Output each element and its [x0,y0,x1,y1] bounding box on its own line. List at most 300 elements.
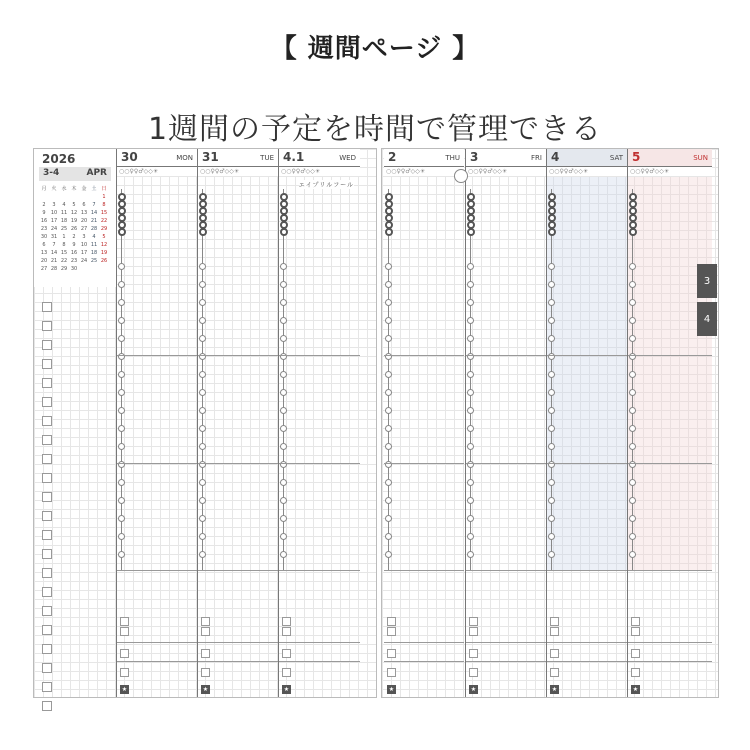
calendar-week-row [39,257,111,265]
checkbox[interactable] [42,530,52,540]
calendar-day-cell [59,193,69,201]
calendar-day-cell: 27 [40,266,48,272]
calendar-week-row [39,217,111,225]
calendar-day-cell: 13 [80,210,88,216]
calendar-day-cell: 25 [60,226,68,232]
small-square-icon [469,649,478,658]
section-rule [628,661,712,662]
weather-icons-row: ○○♀♀♂◇◇☀ [117,167,197,176]
hour-marker-icon [629,299,636,306]
calendar-day-cell: 12 [70,210,78,216]
section-rule [117,355,197,356]
hour-marker-icon [118,299,125,306]
hour-marker-icon [280,263,287,270]
hour-marker-icon [280,443,287,450]
checkbox[interactable] [42,397,52,407]
checkbox[interactable] [42,644,52,654]
small-square-icon [469,617,478,626]
hour-marker-icon [118,317,125,324]
hour-marker-icon [199,299,206,306]
month-tab-4[interactable] [697,302,717,336]
hour-marker-icon [280,407,287,414]
checkbox[interactable] [42,625,52,635]
mini-calendar-grid [39,185,111,273]
section-rule [628,463,712,464]
hour-marker-icon [280,497,287,504]
hour-marker-icon [548,335,555,342]
section-rule [198,463,278,464]
month-tab-label: 3 [703,275,711,287]
hour-marker-icon [467,335,474,342]
day-column-tue[interactable] [197,149,278,697]
section-rule [547,570,627,571]
holiday-note: エイプリルフール [298,182,354,189]
hour-marker-icon [280,515,287,522]
section-rule [466,661,546,662]
hour-marker-icon [629,371,636,378]
weather-icons-row: ○○♀♀♂◇◇☀ [628,167,712,176]
hour-marker-icon [629,479,636,486]
calendar-day-cell [49,193,59,201]
section-rule [198,355,278,356]
section-rule [466,570,546,571]
hour-marker-icon [467,515,474,522]
hour-marker-icon [467,497,474,504]
day-of-week: SAT [609,154,623,162]
section-rule [384,463,464,464]
section-rule [384,355,464,356]
hour-dot [385,228,393,236]
section-rule [198,570,278,571]
section-rule [117,661,197,662]
section-rule [384,570,464,571]
calendar-day-cell: 20 [80,218,88,224]
hour-marker-icon [467,551,474,558]
hour-marker-icon [385,533,392,540]
calendar-week-row [39,201,111,209]
calendar-day-cell: 9 [42,210,46,216]
calendar-day-cell: 11 [60,210,68,216]
day-date: 31 [202,150,219,164]
small-square-icon [120,649,129,658]
hour-marker-icon [385,479,392,486]
small-square-icon [550,668,559,677]
weather-icons-row: ○○♀♀♂◇◇☀ [384,167,464,176]
calendar-day-cell: 14 [50,250,58,256]
calendar-day-cell: 13 [40,250,48,256]
calendar-day-cell: 29 [60,266,68,272]
calendar-day-cell: 16 [70,250,78,256]
hour-marker-icon [118,371,125,378]
hour-marker-icon [280,335,287,342]
hour-marker-icon [199,407,206,414]
day-column-thu[interactable] [384,149,464,697]
small-square-icon [120,617,129,626]
hour-marker-icon [629,533,636,540]
hour-marker-icon [467,443,474,450]
calendar-day-cell: 6 [42,242,46,248]
checkbox[interactable] [42,549,52,559]
hour-marker-icon [199,443,206,450]
calendar-weekday-row [39,185,111,193]
day-column-sun[interactable] [627,149,712,697]
page-heading: 【 週間ページ 】 [270,34,480,64]
months-range: 3-4 [43,168,60,178]
section-rule [547,642,627,643]
small-square-icon [631,627,640,636]
timeline [551,189,552,571]
star-icon: ★ [551,686,558,693]
small-square-icon [201,668,210,677]
hour-marker-icon [199,335,206,342]
calendar-day-cell: 3 [52,202,56,208]
hour-marker-icon [385,335,392,342]
timeline [202,189,203,571]
calendar-week-row [39,209,111,217]
hour-marker-icon [385,425,392,432]
small-square-icon [387,627,396,636]
hour-marker-icon [548,533,555,540]
hour-marker-icon [199,479,206,486]
star-icon: ★ [283,686,290,693]
calendar-day-cell: 15 [100,210,108,216]
small-square-icon [282,617,291,626]
calendar-day-cell: 24 [50,226,58,232]
day-of-week: TUE [260,154,274,162]
hour-dot [629,228,637,236]
day-of-week: WED [339,154,356,162]
hour-marker-icon [280,425,287,432]
hour-marker-icon [118,281,125,288]
section-rule [384,642,464,643]
day-column-mon[interactable] [116,149,197,697]
hour-marker-icon [548,317,555,324]
hour-marker-icon [118,389,125,396]
checkbox[interactable] [42,473,52,483]
hour-marker-icon [118,479,125,486]
calendar-day-cell [69,193,79,201]
month-tab-3[interactable] [697,264,717,298]
hour-marker-icon [548,443,555,450]
calendar-day-cell: 31 [50,234,58,240]
calendar-day-cell: 25 [90,258,98,264]
checkbox[interactable] [42,606,52,616]
day-header-sun [628,149,712,167]
day-column-sat[interactable] [546,149,627,697]
calendar-week-row [39,249,111,257]
section-rule [384,661,464,662]
star-icon: ★ [632,686,639,693]
calendar-day-cell: 4 [92,234,96,240]
checkbox[interactable] [42,302,52,312]
timeline [388,189,389,571]
hour-marker-icon [548,425,555,432]
calendar-day-cell: 11 [90,242,98,248]
day-date: 4 [551,150,560,164]
calendar-day-cell: 9 [72,242,76,248]
hour-marker-icon [629,263,636,270]
small-square-icon [550,627,559,636]
hour-dot [199,228,207,236]
day-header-sat [547,149,627,167]
hour-marker-icon [467,533,474,540]
calendar-day-cell: 8 [102,202,106,208]
calendar-weekday-label: 月 [41,186,47,192]
calendar-day-cell: 30 [70,266,78,272]
calendar-week-row [39,233,111,241]
section-rule [547,355,627,356]
calendar-day-cell: 5 [102,234,106,240]
weather-icons-row: ○○♀♀♂◇◇☀ [547,167,627,176]
calendar-day-cell: 29 [100,226,108,232]
hour-marker-icon [548,407,555,414]
calendar-day-cell: 4 [62,202,66,208]
calendar-day-cell [89,193,99,201]
hour-marker-icon [118,533,125,540]
hour-marker-icon [199,497,206,504]
hour-marker-icon [280,479,287,486]
hour-marker-icon [199,425,206,432]
right-planner-page [381,148,719,698]
section-rule [279,355,360,356]
day-of-week: SUN [693,154,708,162]
calendar-day-cell: 5 [72,202,76,208]
day-column-wed[interactable] [278,149,360,697]
calendar-week-row [39,265,111,273]
calendar-day-cell: 2 [72,234,76,240]
calendar-day-cell: 2 [42,202,46,208]
checkbox[interactable] [42,701,52,711]
section-rule [547,661,627,662]
calendar-day-cell: 15 [60,250,68,256]
small-square-icon [550,617,559,626]
hour-marker-icon [385,407,392,414]
hour-marker-icon [199,371,206,378]
calendar-day-cell: 18 [90,250,98,256]
calendar-day-cell [79,265,89,273]
checkbox[interactable] [42,435,52,445]
section-rule [279,463,360,464]
calendar-day-cell [39,193,49,201]
hour-marker-icon [629,443,636,450]
calendar-day-cell: 26 [70,226,78,232]
hour-marker-icon [385,551,392,558]
day-date: 4.1 [283,150,305,164]
checkbox[interactable] [42,454,52,464]
small-square-icon [282,649,291,658]
hour-marker-icon [280,317,287,324]
hour-marker-icon [118,497,125,504]
calendar-day-cell: 12 [100,242,108,248]
hour-marker-icon [199,317,206,324]
hour-marker-icon [548,389,555,396]
checkbox[interactable] [42,492,52,502]
checkbox[interactable] [42,587,52,597]
hour-marker-icon [548,263,555,270]
hour-marker-icon [467,317,474,324]
section-rule [466,355,546,356]
timeline [470,189,471,571]
small-square-icon [631,649,640,658]
checkbox[interactable] [42,359,52,369]
star-icon: ★ [388,686,395,693]
circle-icon [454,169,468,183]
hour-marker-icon [199,389,206,396]
hour-marker-icon [118,335,125,342]
section-rule [279,642,360,643]
hour-marker-icon [280,299,287,306]
hour-dot [467,228,475,236]
saturday-shade [547,177,627,570]
hour-marker-icon [118,425,125,432]
hour-marker-icon [385,317,392,324]
day-header-wed [279,149,360,167]
hour-marker-icon [629,389,636,396]
checkbox[interactable] [42,321,52,331]
hour-marker-icon [280,551,287,558]
hour-marker-icon [118,407,125,414]
timeline [632,189,633,571]
hour-marker-icon [467,407,474,414]
section-rule [117,642,197,643]
calendar-weekday-label: 土 [91,186,97,192]
hour-marker-icon [385,515,392,522]
small-square-icon [120,627,129,636]
small-square-icon [201,649,210,658]
section-rule [117,463,197,464]
left-planner-page [33,148,377,698]
hour-marker-icon [199,551,206,558]
small-square-icon [469,668,478,677]
hour-marker-icon [385,371,392,378]
checkbox[interactable] [42,568,52,578]
checkbox[interactable] [42,416,52,426]
calendar-week-row [39,193,111,201]
checkbox[interactable] [42,682,52,692]
calendar-day-cell: 14 [90,210,98,216]
day-of-week: MON [176,154,193,162]
timeline [283,189,284,571]
section-rule [628,570,712,571]
sunday-shade [628,177,712,570]
calendar-day-cell: 21 [50,258,58,264]
hour-marker-icon [385,263,392,270]
day-header-fri [466,149,546,167]
month-label: APR [86,168,107,178]
checkbox[interactable] [42,663,52,673]
small-square-icon [201,617,210,626]
calendar-weekday-label: 水 [61,186,67,192]
hour-marker-icon [118,263,125,270]
mini-calendar-year: 2026 [42,152,76,166]
calendar-day-cell: 10 [50,210,58,216]
hour-marker-icon [118,515,125,522]
mini-calendar [34,149,116,287]
calendar-day-cell [89,265,99,273]
calendar-day-cell: 21 [90,218,98,224]
checkbox[interactable] [42,340,52,350]
hour-marker-icon [280,389,287,396]
small-square-icon [550,649,559,658]
calendar-week-row [39,241,111,249]
hour-marker-icon [548,551,555,558]
hour-marker-icon [385,281,392,288]
section-rule [198,642,278,643]
small-square-icon [201,627,210,636]
calendar-day-cell: 22 [60,258,68,264]
calendar-day-cell: 1 [62,234,66,240]
calendar-day-cell: 26 [100,258,108,264]
hour-marker-icon [548,497,555,504]
calendar-day-cell: 6 [82,202,86,208]
small-square-icon [631,617,640,626]
hour-marker-icon [548,281,555,288]
hour-marker-icon [280,371,287,378]
month-tab-label: 4 [703,313,711,325]
calendar-weekday-label: 火 [51,186,57,192]
checkbox-column [42,302,52,720]
calendar-day-cell: 7 [52,242,56,248]
checkbox[interactable] [42,378,52,388]
calendar-weekday-label: 木 [71,186,77,192]
calendar-day-cell: 19 [70,218,78,224]
section-rule [628,355,712,356]
calendar-weekday-label: 金 [81,186,87,192]
hour-marker-icon [467,389,474,396]
calendar-weekday-label: 日 [101,186,107,192]
calendar-day-cell: 22 [100,218,108,224]
section-rule [466,463,546,464]
section-rule [198,661,278,662]
calendar-day-cell [99,265,109,273]
section-rule [279,661,360,662]
small-square-icon [282,627,291,636]
hour-marker-icon [199,533,206,540]
day-header-tue [198,149,278,167]
calendar-day-cell: 19 [100,250,108,256]
hour-marker-icon [118,443,125,450]
hour-marker-icon [548,299,555,306]
hour-marker-icon [467,479,474,486]
calendar-day-cell: 7 [92,202,96,208]
hour-marker-icon [467,371,474,378]
calendar-day-cell: 30 [40,234,48,240]
hour-marker-icon [385,299,392,306]
section-rule [117,570,197,571]
day-column-fri[interactable] [465,149,546,697]
day-date: 30 [121,150,138,164]
hour-dot [280,228,288,236]
calendar-day-cell: 17 [80,250,88,256]
calendar-day-cell: 20 [40,258,48,264]
hour-marker-icon [629,281,636,288]
checkbox[interactable] [42,511,52,521]
weather-icons-row: ○○♀♀♂◇◇☀ [466,167,546,176]
months-range-box [39,167,111,181]
calendar-day-cell: 1 [102,194,106,200]
hour-marker-icon [467,425,474,432]
timeline [121,189,122,571]
small-square-icon [120,668,129,677]
hour-marker-icon [629,551,636,558]
hour-marker-icon [385,497,392,504]
section-rule [547,463,627,464]
hour-marker-icon [280,281,287,288]
hour-marker-icon [467,263,474,270]
hour-marker-icon [199,515,206,522]
day-date: 5 [632,150,641,164]
small-square-icon [387,668,396,677]
